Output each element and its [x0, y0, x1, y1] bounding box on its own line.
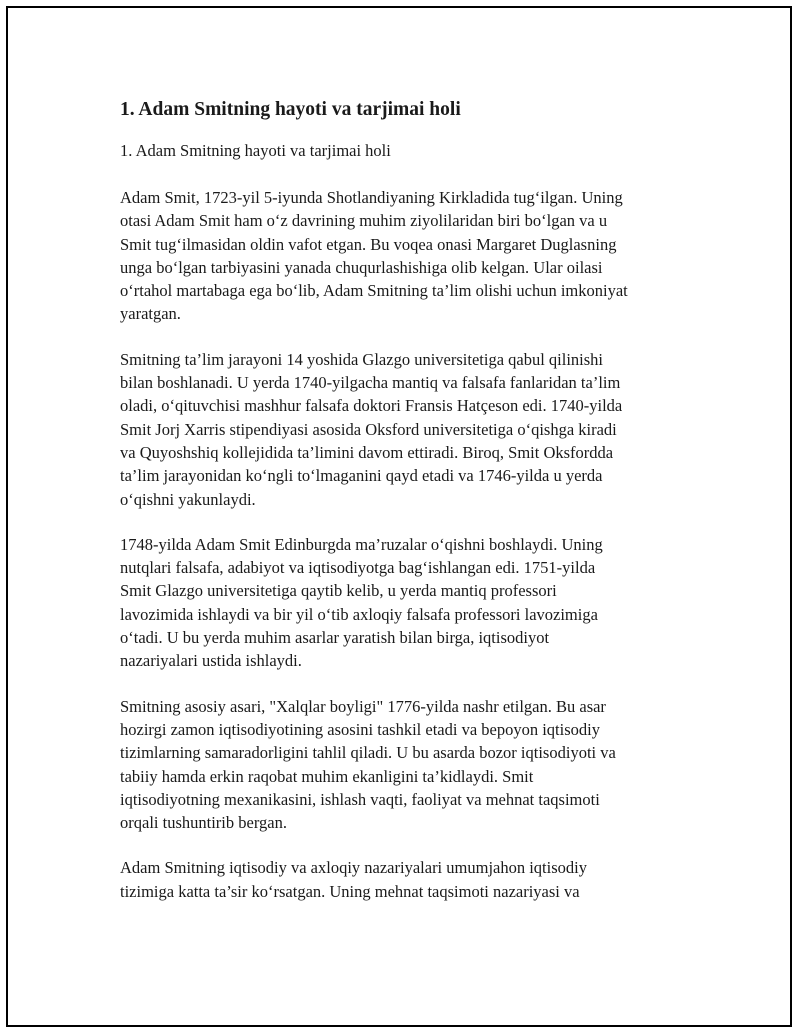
- paragraph-line: orqali tushuntirib bergan.: [120, 813, 287, 833]
- paragraph: [120, 856, 680, 903]
- document-body: [120, 98, 680, 925]
- paragraph: [120, 348, 680, 511]
- paragraph-line: Smit tug‘ilmasidan oldin vafot etgan. Bu voqea onasi Margaret Duglasning: [120, 234, 617, 254]
- paragraph-line: yaratgan.: [120, 304, 181, 324]
- paragraph-line: ta’lim jarayonidan ko‘ngli to‘lmaganini qayd etadi va 1746-yilda u yerda: [120, 466, 603, 486]
- paragraph-line: Smit Glazgo universitetiga qaytib kelib, u yerda mantiq professori: [120, 581, 557, 601]
- paragraph-line: unga bo‘lgan tarbiyasini yanada chuqurlashishiga olib kelgan. Ular oilasi: [120, 257, 603, 277]
- paragraph-line: hozirgi zamon iqtisodiyotining asosini tashkil etadi va bepoyon iqtisodiy: [120, 719, 600, 739]
- page-frame: [6, 6, 792, 1027]
- paragraph-line: Adam Smit, 1723-yil 5-iyunda Shotlandiyaning Kirkladida tug‘ilgan. Uning: [120, 188, 623, 207]
- paragraph-line: o‘qishni yakunlaydi.: [120, 489, 256, 509]
- paragraph-line: oladi, o‘qituvchisi mashhur falsafa doktori Fransis Hatçeson edi. 1740-yilda: [120, 396, 623, 416]
- paragraph-line: Smitning ta’lim jarayoni 14 yoshida Glazgo universitetiga qabul qilinishi: [120, 349, 604, 369]
- paragraph-line: tizimlarning samaradorligini tahlil qiladi. U bu asarda bozor iqtisodiyoti va: [120, 743, 616, 763]
- paragraph-line: bilan boshlanadi. U yerda 1740-yilgacha mantiq va falsafa fanlaridan ta’lim: [120, 373, 621, 393]
- paragraph-line: Adam Smitning iqtisodiy va axloqiy nazariyalari umumjahon iqtisodiy: [120, 858, 587, 878]
- paragraph-list: [120, 186, 680, 903]
- paragraph-line: iqtisodiyotning mexanikasini, ishlash vaqti, faoliyat va mehnat taqsimoti: [120, 789, 600, 809]
- paragraph-line: va Quyoshshiq kollejidida ta’limini davom ettiradi. Biroq, Smit Oksfordda: [120, 442, 614, 462]
- paragraph-line: Smitning asosiy asari, "Xalqlar boyligi" 1776-yilda nashr etilgan. Bu asar: [120, 696, 606, 716]
- paragraph-line: otasi Adam Smit ham o‘z davrining muhim ziyolilaridan biri bo‘lgan va u: [120, 211, 608, 231]
- page-title: 1. Adam Smitning hayoti va tarjimai holi: [120, 99, 461, 120]
- paragraph-line: tabiiy hamda erkin raqobat muhim ekanligini ta’kidlaydi. Smit: [120, 766, 534, 786]
- paragraph-line: tizimiga katta ta’sir ko‘rsatgan. Uning mehnat taqsimoti nazariyasi va: [120, 881, 580, 901]
- paragraph-line: 1748-yilda Adam Smit Edinburgda ma’ruzalar o‘qishni boshlaydi. Uning: [120, 534, 603, 554]
- paragraph-line: nutqlari falsafa, adabiyot va iqtisodiyotga bag‘ishlangan edi. 1751-yilda: [120, 558, 596, 578]
- paragraph-line: o‘tadi. U bu yerda muhim asarlar yaratish bilan birga, iqtisodiyot: [120, 628, 550, 648]
- section-title: 1. Adam Smitning hayoti va tarjimai holi: [120, 141, 391, 160]
- paragraph: [120, 695, 680, 835]
- paragraph: [120, 186, 680, 326]
- paragraph-line: o‘rtahol martabaga ega bo‘lib, Adam Smitning ta’lim olishi uchun imkoniyat: [120, 281, 628, 301]
- paragraph: [120, 533, 680, 673]
- paragraph-line: Smit Jorj Xarris stipendiyasi asosida Oksford universitetiga o‘qishga kiradi: [120, 419, 617, 439]
- paragraph-line: nazariyalari ustida ishlaydi.: [120, 651, 302, 671]
- paragraph-line: lavozimida ishlaydi va bir yil o‘tib axloqiy falsafa professori lavozimiga: [120, 604, 598, 624]
